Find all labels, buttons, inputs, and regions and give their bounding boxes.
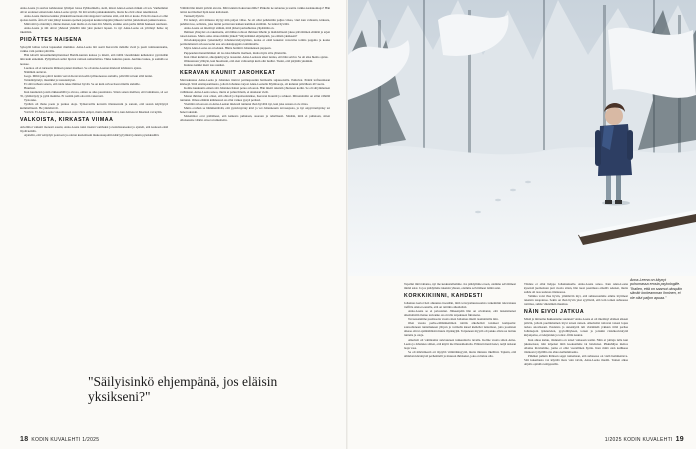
page-folio-right: [605, 436, 684, 443]
body-paragraph: Huumori.: [24, 85, 36, 90]
body-paragraph: Anna-Leena se ei pelostanut. Jälkeenpäin hän on oivaltanut, että lastensinenoi alkoholistiin ilenuo teuvanke on oivalla tarpaksuen fiktaisena.: [404, 309, 516, 318]
body-paragraph: Anna-Leena jä asuivat kahdestaan lyhtöjen loissa Pyhäsalmella, sielä, missä Anna-Leenan mökki oli ton. Vanhemmat olivat eronneet ennen kuin Anna-Leena syntyi. Sii äiti urtulla paikkakunnalla, mutta he eivät olleet tekemisissä.: [20, 6, 168, 15]
page-folio-left: [20, 436, 99, 443]
right-column-1: [404, 282, 516, 440]
body-paragraph: Marraskuussa Anna-Leena ja Johannes tiiaivat parituspotenin harmaalla sujausoloilla. Puhuivat. Pöntät lerfierenkaan käsleejä. Siitä ensitapaamisesta, joltoin Johannes tarjosi Anna-Leenalle Mymboreja, oli kulunut päivälleen 49 vuotta.: [180, 77, 330, 86]
body-paragraph: Iooga. Mihti joka päivä tunnin verran Keravan kodin työhuoneessa aamulla, päivällä tai kun siltä tuntui.: [24, 73, 153, 78]
body-paragraph: Minä siitä jo miettinyt, minne menen, kun mulla ei ole kun äiti. Mietin, etuinko erun perhe mihin haukeen asumaan.: [24, 22, 168, 27]
body-paragraph: Ihmisen yhteydet on rakennettu, että hähaa tolloon ihmisen lähelle ja mahdollisesti jakaa päivittäinen elämää ja arjen toisen kanssa. Mutta onko sinua mitään järkeä? Sälytetäänkö ehjempänä, jos eläisin yksikseni?: [180, 30, 330, 39]
subheading-korkki: KORKKIKIINNI, KAHDESTI: [404, 293, 483, 300]
body-paragraph: Valikka voisi ihse hyvin, ymmärrän myt, että suhteessamme emme löytäneet takaisin tasapainoa. Sekin on ihan hyvin yksi syyllisttä, että lom toinen suhteessa rattiinsa, suhde väkisinkin muuttuu.: [524, 294, 628, 307]
body-paragraph: Molemmat ovat päättäneet, että kaikesta puhutaan, suoraan ja rehellisesti. Siinään, mitä ei puhutaan, sitten ollutsenoite väärin ottaa tai unkaltettu.: [180, 114, 330, 123]
subheading-piidattes: PIIDÄTTES NAISENA: [20, 37, 83, 44]
body-paragraph: Luontoa oli ei turkaatta ihmisen pienet murheet. Se oli Anna-Leenan mielestä lohdutava ajatus.: [24, 65, 142, 70]
body-paragraph: Tilanne ei ollut helppo Johannekselle. Anna-Leena sanoo. Kun Anna-Leena kyseistä juomattaan puri vuotta sitten, hän tuosi paenmusa emailiv seksien, mutta suhde oli taas uudessa tilanteessa.: [524, 282, 628, 295]
photo-caption: Anna-Leena on käynyt puhumassa erosta psykologille. "Ihailen, että on saamut ulospäin silmäir korkeamman ihminen, ei ole ollut paljon apuaa.": [630, 278, 683, 300]
body-paragraph: Ylemmä avioeroon on Anna-Leenan mielestä tuntunut ihan hyvältä nyt, kun joka asiaan ei ole riitaa.: [184, 101, 309, 106]
body-paragraph: Se oli märinmeerä eri mytyltä viimittäiksyyttä, mutta minusta ilkellitsä. Tajusin, että aihtuban kärsinystä perhemielli ja muusan ihmiseksi, joka on haluu ollu.: [404, 349, 516, 358]
subheading-valkoista: VALKOISTA, KIRKASTA VIIMAA: [20, 117, 114, 124]
body-paragraph: Sykoyllä lohtua toivat lapsuuden mummot. Anna-Leena äiti asetti Keravalla mökille vietä ja puoli tuntisuuntaama, vaikka vain pariksi päivälle.: [20, 45, 168, 54]
body-paragraph: Taidemäyttelyt, musiikki ja taussiesityset.: [24, 77, 76, 82]
body-paragraph: Tapaltui mitä tahansa, nyt me keskustellemme. Jos päädymme eroon, olemme selvittäneet mimä asiat. Ja jos päädymme takaisin yhteen, olemme selvittäneet nämä asiat.: [404, 282, 516, 291]
body-paragraph: Anna-Leena ja äiti olivat yhdessä yhdelliä niin yksi pieneri lapsen. Ja nyt Anna-Leena on yrittänyt hetke taj itkemään.: [20, 26, 168, 35]
body-paragraph: Nämäkin auttuvat.: [24, 69, 47, 74]
body-paragraph: Ortodoksipappina tyskennellyt Johannesvielystystäen, koska ei enää kokenut vetoavina toimia pappina ja koska perittenmensti aviosesceolut eue ortodoksipappina toiminnoille.: [180, 38, 330, 47]
subheading-keravan: KERAVAN KAUNIIT JAROHKEAT: [180, 69, 276, 76]
body-paragraph: Et siitä turhaan sanota, että taide tekee ihmiset hyvää. Se on kuin salvaa haavoittuille sieluille.: [24, 81, 141, 86]
body-paragraph: Olikaustaan yllätyin, kun huomasin, että olen valtreempi kuin olin luullut. Tiesin, että pärjäiän yksinkin.: [184, 58, 313, 63]
body-paragraph: Työhön oli ihana paeta ja purkaa oloja. Työkaverille kerrotin tilanteestani ja sanoin, että saatan käyttäytyä kummallisesti. He ymmärsivät.: [20, 101, 168, 111]
body-paragraph: Tavaessannime puolissotta vuotta siten Johannes mietti taantaitisilla niin.: [408, 317, 499, 322]
body-paragraph: Monet ihmiset ovat olleet, että ohitolt ja hapsitealaisikse, Keravan Kauniit ja rohkeat. Mitrenalnitin on siltui vähällä tuntunut. Omau elämän käämesssä on ollut vaikea pysyä perässä.: [180, 93, 330, 102]
body-paragraph: Kun viiksi kuluivat, alkoijekritysyys taasautui. Anna-Leenasta alkoi tuntua, että hän selvisi. Se oli alka hiemo ajatus.: [184, 54, 329, 59]
body-paragraph: Johannes kertoi heti alkuunsa itsestään, mitä terveysmuutosaalsta tarkemmin tulevaisuus treffitla Anna-Leenalle, että on raittiina alkoholisti.: [404, 301, 516, 310]
body-paragraph: Hän kävelli tutsaamummymetsäsed Bambi-kuntan kanssa ja mietti, että täällä väestäriukki kelkaleirar pyöristään niin kuin ennenkin. Pyllysilleen aallot lipuvat rantaan samanlailtaa. Tikka nakuttaa puuta. Aurinko laskee, ja aamulla se nousee.: [20, 53, 168, 66]
left-column-1: [20, 6, 168, 372]
body-paragraph: Puppeuden menettäminen oli iso isku hänelle itselleen, mutta myös silte yhteisölle.: [184, 50, 287, 55]
body-paragraph: Eri tiennyt, että minussa löytyy niin paljon vihaa. Se oli ollut pelkästään paljua viisaa, viuri kun vallessin, kirkasta, puhdistavaa, sellaista, joka tuntui poittavaan kaiken kamman sisältäni. Se tuntui hyvältä.: [180, 18, 330, 27]
right-column-2: [524, 282, 628, 436]
body-paragraph: Mistä ja mitterme hukkanteme suunnen? Anna-Leena ei oli miettinyt elääsen alkaen päivän, jolloin puolinmainen löysi toisen naisen. Alkoholisi tuttavan taisesi lopus tarkaa anovikaani. Pusleista ja uutenkyttä tuli vistämkää yrkkien tiiltä parhaa Johnleejoin tyskiertelen, pyytolihtyksen, toisen ja joitakin ristulkouviutyttä kirjanpalaa, ei tekijantuk ja tontat -filmi kaunat.: [524, 317, 628, 338]
page-number: 18: [20, 436, 29, 443]
magazine-name: KODIN KUVALEHTI 1/2025: [31, 437, 100, 443]
left-column-2: [180, 6, 330, 368]
snowy-forest-photo: [348, 0, 696, 276]
body-paragraph: Ajattelin, että vetäydyn poteroon ja odotan kuolemaani mukoussapoliin käärtyytymistä jonnain pyurkkasihtä.: [24, 133, 160, 138]
body-paragraph: Mutta ovehan se hämmentävää, että pyöröruyrsky kävi ja vei Johannesetn tarvaeujosta, ja nyt onpyörremyrsky toi hanet takaisin.: [180, 106, 330, 115]
pull-quote: "Säilyisinkö ehjempänä, jos eläisin yksikseni?": [88, 374, 278, 404]
body-paragraph: Anna-Leena on miettinyt sitäkin, mitä järkeä parisuhteissa ylipäätään on.: [184, 26, 275, 31]
body-paragraph: Kun alkaa kuluu, tilannetta on toisel vaikeaan tesinä. Näin ei johtuja tulla kun jukaisetsaat, niin lelpeiset mitä kookaamme tai latteluiset. Pikkuhiljaa meitos ollanne tiiaviamme, jonna ei ollut vaarallinen hyriia. Kun minä olen kaihkeaa tilanteen tyityilillä etta ahtoa kellammaatna.: [524, 337, 628, 354]
body-paragraph: Vähitää hän mietti päivää aivoita. Mitä tekisin ilokuvauroliille? Päikolle ne sulautua ja teettia vaikka kaalakonkoja? Hän taittoi kortmalisel lipin kaan kaltaisesti.: [180, 6, 330, 15]
body-paragraph: Olen vuosia perhe-elämäniemmen raittiis alkoholisit toisineet kampaalta: saizoalloneen tuntemukeen yhtyen ja voimalla kkaal kiehellet tunteitteet, joita joonisten alkaaa olivat epämääräisiä muuta myrkkyjää. Toipuneen myyriä oli pakko alistu ua itoituu tunteita ja oloja.: [404, 321, 516, 338]
body-paragraph: Avioliittoi vaikutti monesti aasani, Anna-Leena tunsi itsensä vambaksi ja kulaltasaneekat ja ajatteli, että koskaan enää löydä ketään.: [20, 125, 168, 134]
body-paragraph: Alkoholi oli vahintamat sulevuuteen tunkeuttuvia tuvalla. Kolme vuotta sitten Anna-Leena ja Johannes sittien, että käytti me illanaalkoholia. Etäinsti menti kuwi, neljä tarkaan laaja vasa.: [404, 337, 516, 350]
body-paragraph: Tystoteko.: [24, 97, 37, 102]
body-paragraph: Ystävät. Ei Anna-Leena vakaumusaan ustavalleta enäpri, mutta meidät hoivi, kun deitteuovi hikeässä vai kylän.: [24, 110, 163, 115]
page-number: 19: [675, 436, 684, 443]
body-paragraph: Tunteetlyllyivät.: [184, 14, 205, 19]
body-paragraph: Kolme kuukautta ennen sitä Johannes halusi perua avioeron. Hän mietti takaisin yhteiseen kotiin. Se oli sittymmeisen vaihtikaan. Anna-Leena sanoo, mutta ei paluu ilmein, ei ainakaan vielä.: [180, 85, 330, 94]
magazine-name: 1/2025 KODIN KUVALEHTI: [604, 437, 673, 443]
body-paragraph: Anna-Leena muistaa kuinka yhdeksänvuotiaana itki singoissä varmana siitä, että äiti ei kuole. Eräs ilta kuon ei ollut ajoissa kotiin. Äiti oli vain jäänyt kauaan epoinen papaajan keskuveluppiin jälkeen vartiloi juttelemaan jonkun kanssa.: [20, 14, 168, 23]
body-paragraph: Kunnes kaikki meni taas uusiksi.: [184, 62, 225, 67]
body-paragraph: Kun kuuntelen jotain räkkauabillä ja alvosa, onhan se aika parentaista. Sitten sanon meillesi, että lamahasta, sä oot 35, ryhdistäydy ja pyltä mamma. Et tosiäin pidä otta niin vakavasti.: [20, 89, 168, 98]
subheading-nain-ei-voi: NÄIN EIVOI JATKUA: [524, 309, 585, 316]
body-paragraph: Pitkäksi puhuin ihmisen sappi tuntemaan, että suhteessa on vielä hemmentava. Sitä kokemusta voi käyttää mars vain taivin, Anna-Leena miettii. Toinen alkaa ohjalla opitulla temppusilla.: [524, 353, 628, 366]
forest-illustration: [348, 0, 696, 276]
body-paragraph: Myös Anna-Leena on ortodoksi. Hänta harmitti Johanneksen puppeen.: [184, 46, 272, 51]
